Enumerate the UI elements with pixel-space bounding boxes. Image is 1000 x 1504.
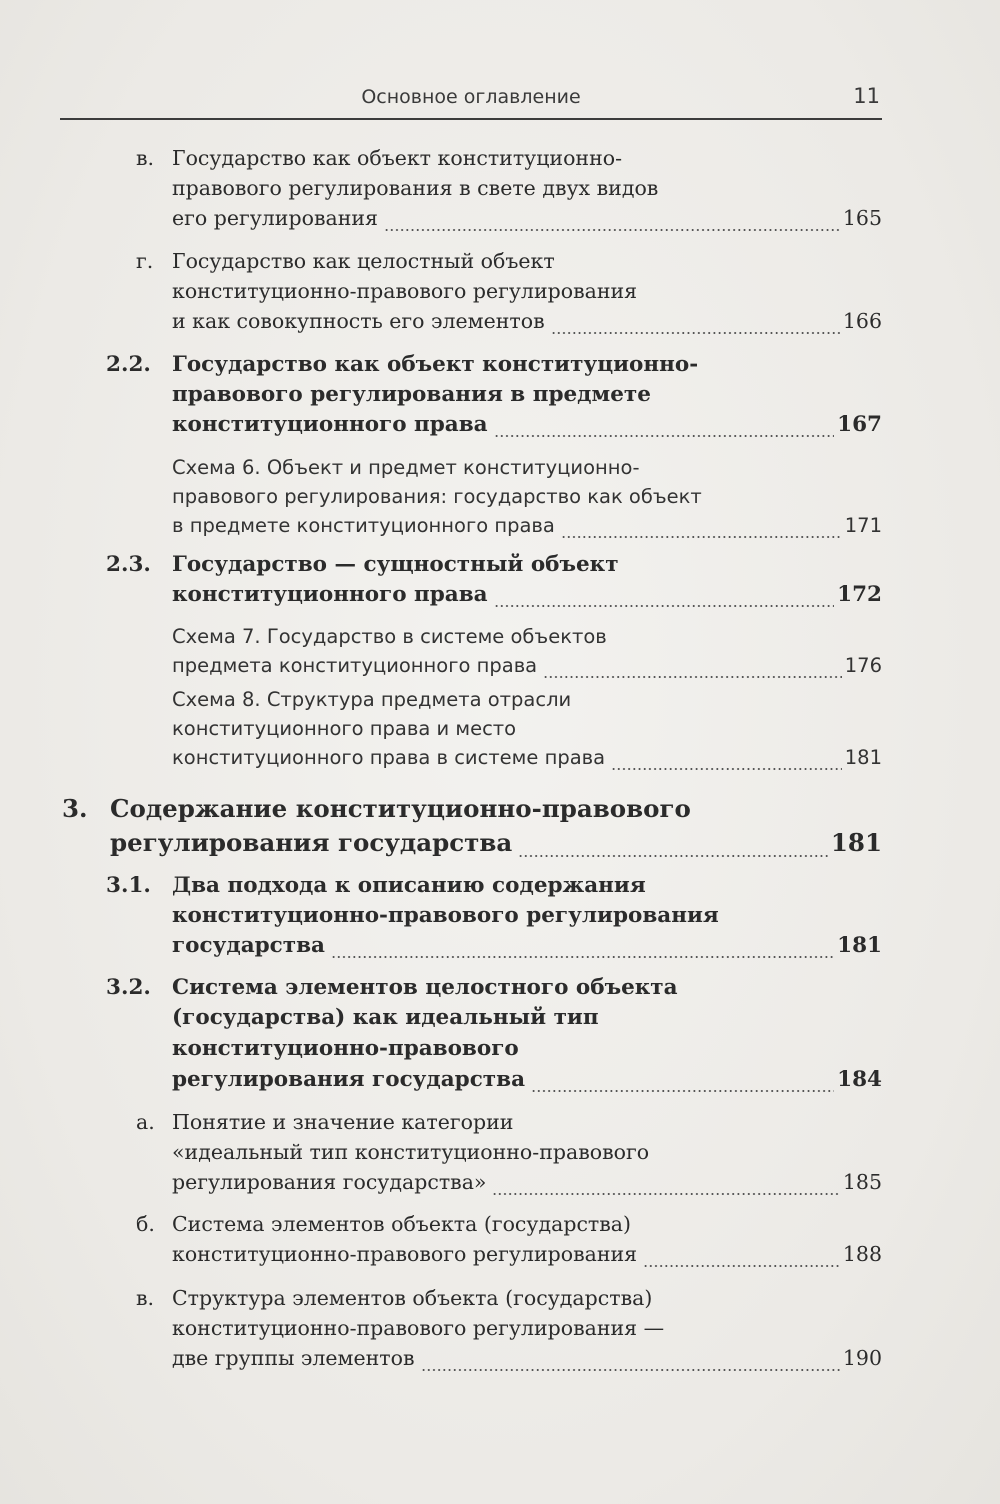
entry-number: в.	[136, 1286, 155, 1310]
entry-page: 166	[842, 309, 882, 333]
entry-number: 2.3.	[106, 552, 151, 577]
entry-page: 190	[842, 1346, 882, 1370]
entry-number: в.	[136, 146, 155, 170]
dot-leader	[561, 536, 842, 538]
dot-leader	[494, 605, 835, 607]
dot-leader	[543, 676, 842, 678]
entry-title-line: «идеальный тип конституционно-правового	[172, 1140, 650, 1164]
entry-number: 3.	[62, 794, 88, 823]
entry-title-line: в предмете конституционного права	[172, 514, 555, 537]
entry-title-line: две группы элементов	[172, 1346, 415, 1370]
entry-page: 172	[837, 582, 882, 607]
entry-page: 181	[837, 933, 882, 958]
entry-title-line: государства	[172, 933, 325, 958]
running-header-title: Основное оглавление	[361, 86, 581, 108]
entry-title-line: Государство как объект конституционно-	[172, 146, 623, 170]
entry-title-line: Структура элементов объекта (государства)	[172, 1286, 653, 1310]
entry-title-line: Два подхода к описанию содержания	[172, 873, 646, 898]
entry-number: 3.2.	[106, 975, 151, 1000]
entry-title-line: Государство — сущностный объект	[172, 552, 619, 577]
entry-title-line: регулирования государства»	[172, 1170, 487, 1194]
dot-leader	[421, 1369, 840, 1371]
entry-title-line: Государство как целостный объект	[172, 249, 555, 273]
entry-page: 171	[844, 514, 882, 537]
page-number: 11	[853, 84, 880, 108]
entry-title-line: конституционного права	[172, 412, 488, 437]
header-rule	[60, 118, 882, 120]
entry-page: 185	[842, 1170, 882, 1194]
entry-title-line: и как совокупность его элементов	[172, 309, 545, 333]
dot-leader	[492, 1193, 839, 1195]
entry-title-line: правового регулирования в свете двух видов	[172, 176, 659, 200]
entry-number: б.	[136, 1212, 155, 1236]
dot-leader	[531, 1090, 834, 1092]
entry-title-line: конституционно-правового регулирования	[172, 903, 719, 928]
dot-leader	[611, 768, 842, 770]
entry-title-line: (государства) как идеальный тип	[172, 1005, 599, 1030]
entry-page: 181	[830, 828, 882, 857]
entry-title-line: Схема 8. Структура предмета отрасли	[172, 688, 572, 711]
entry-title-line: регулирования государства	[110, 828, 513, 857]
entry-title-line: его регулирования	[172, 206, 378, 230]
entry-title-line: конституционно-правового регулирования	[172, 279, 638, 303]
entry-page: 165	[842, 206, 882, 230]
entry-title-line: Система элементов целостного объекта	[172, 975, 678, 1000]
entry-title-line: правового регулирования в предмете	[172, 382, 651, 407]
entry-number: г.	[136, 249, 154, 273]
entry-title-line: Понятие и значение категории	[172, 1110, 514, 1134]
entry-number: 2.2.	[106, 352, 151, 377]
dot-leader	[518, 855, 828, 857]
entry-title-line: Схема 7. Государство в системе объектов	[172, 625, 607, 648]
entry-title-line: конституционного права	[172, 582, 488, 607]
entry-page: 188	[842, 1242, 882, 1266]
entry-title-line: конституционно-правового	[172, 1036, 519, 1061]
entry-title-line: конституционно-правового регулирования —	[172, 1316, 665, 1340]
dot-leader	[643, 1265, 840, 1267]
dot-leader	[551, 332, 840, 334]
entry-title-line: Содержание конституционно-правового	[110, 794, 691, 823]
entry-page: 176	[844, 654, 882, 677]
entry-title-line: предмета конституционного права	[172, 654, 538, 677]
dot-leader	[331, 956, 834, 958]
entry-title-line: правового регулирования: государство как объект	[172, 485, 702, 508]
entry-title-line: конституционно-правового регулирования	[172, 1242, 638, 1266]
entry-title-line: Государство как объект конституционно-	[172, 352, 699, 377]
entry-page: 167	[837, 412, 882, 437]
entry-number: а.	[136, 1110, 155, 1134]
entry-title-line: Схема 6. Объект и предмет конституционно-	[172, 456, 640, 479]
entry-page: 184	[837, 1067, 882, 1092]
entry-title-line: конституционного права и место	[172, 717, 517, 740]
entry-title-line: конституционного права в системе права	[172, 746, 606, 769]
entry-title-line: Система элементов объекта (государства)	[172, 1212, 632, 1236]
entry-number: 3.1.	[106, 873, 151, 898]
entry-page: 181	[844, 746, 882, 769]
dot-leader	[384, 229, 840, 231]
dot-leader	[494, 435, 835, 437]
entry-title-line: регулирования государства	[172, 1067, 525, 1092]
